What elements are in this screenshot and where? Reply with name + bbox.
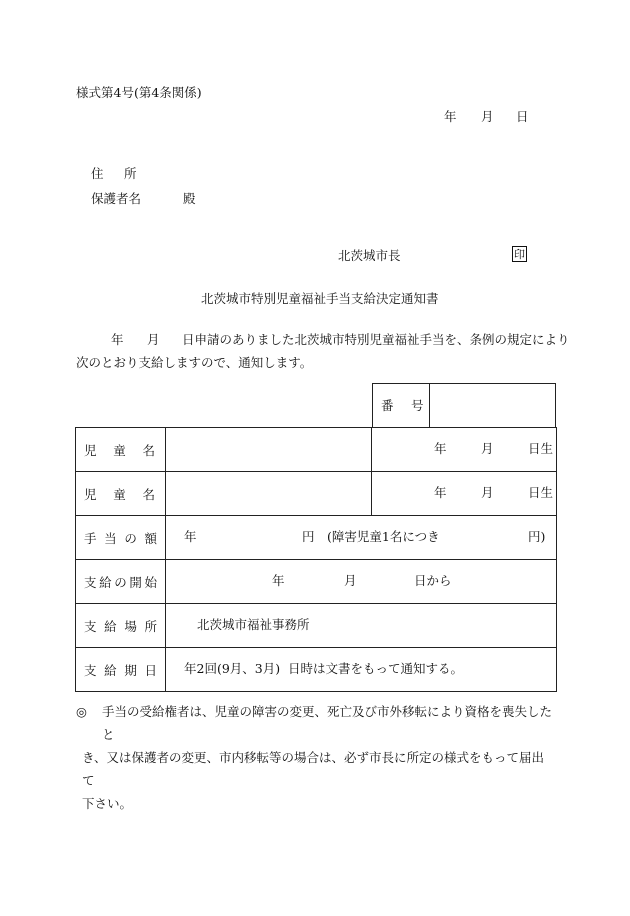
table-row-child-1 (76, 428, 557, 472)
child-birthdate: 年 月 日生 (434, 485, 554, 500)
child-name-label: 児 童 名 (84, 442, 155, 458)
document-title: 北茨城市特別児童福祉手当支給決定通知書 (201, 291, 439, 306)
date-day: 日 (516, 109, 529, 124)
notice-line-2: き、又は保護者の変更、市内移転等の場合は、必ず市長に所定の様式をもって届出て (82, 750, 545, 788)
place-label: 支 給 場 所 (84, 618, 157, 634)
place-value: 北茨城市福祉事務所 (197, 617, 310, 632)
guardian-label: 保護者名 (91, 191, 142, 206)
notice-line-3: 下さい。 (82, 796, 133, 811)
double-circle-icon: ◎ (76, 704, 87, 719)
guardian-suffix: 殿 (183, 191, 196, 206)
child-name-label: 児 童 名 (84, 486, 155, 502)
amount-value: 年 円 (障害児童1名につき 円) (184, 529, 546, 544)
table-row-period (76, 648, 557, 692)
notice (76, 700, 556, 815)
child-birthdate: 年 月 日生 (434, 441, 554, 456)
table-row-place (76, 604, 557, 648)
date-month: 月 (481, 109, 494, 124)
child-name-value (166, 428, 372, 472)
form-number: 様式第4号(第4条関係) (76, 85, 202, 100)
table-row-start (76, 560, 557, 604)
child-name-value (166, 472, 372, 516)
seal-mark: 印 (514, 248, 525, 261)
start-value: 年 月 日から (272, 573, 452, 588)
start-label: 支 給 の 開 始 (84, 574, 157, 590)
amount-label: 手 当 の 額 (84, 530, 157, 546)
mayor-title: 北茨城市長 (338, 248, 401, 263)
table-row-child-2 (76, 472, 557, 516)
number-box: 番 号 (372, 383, 556, 427)
period-value: 年2回(9月、3月) 日時は文書をもって通知する。 (184, 661, 464, 676)
period-label: 支 給 期 日 (84, 662, 157, 678)
benefit-table (75, 427, 557, 692)
date-year: 年 (444, 109, 457, 124)
notice-line-1: 手当の受給権者は、児童の障害の変更、死亡及び市外移転により資格を喪失したと (102, 704, 553, 742)
table-row-amount (76, 516, 557, 560)
